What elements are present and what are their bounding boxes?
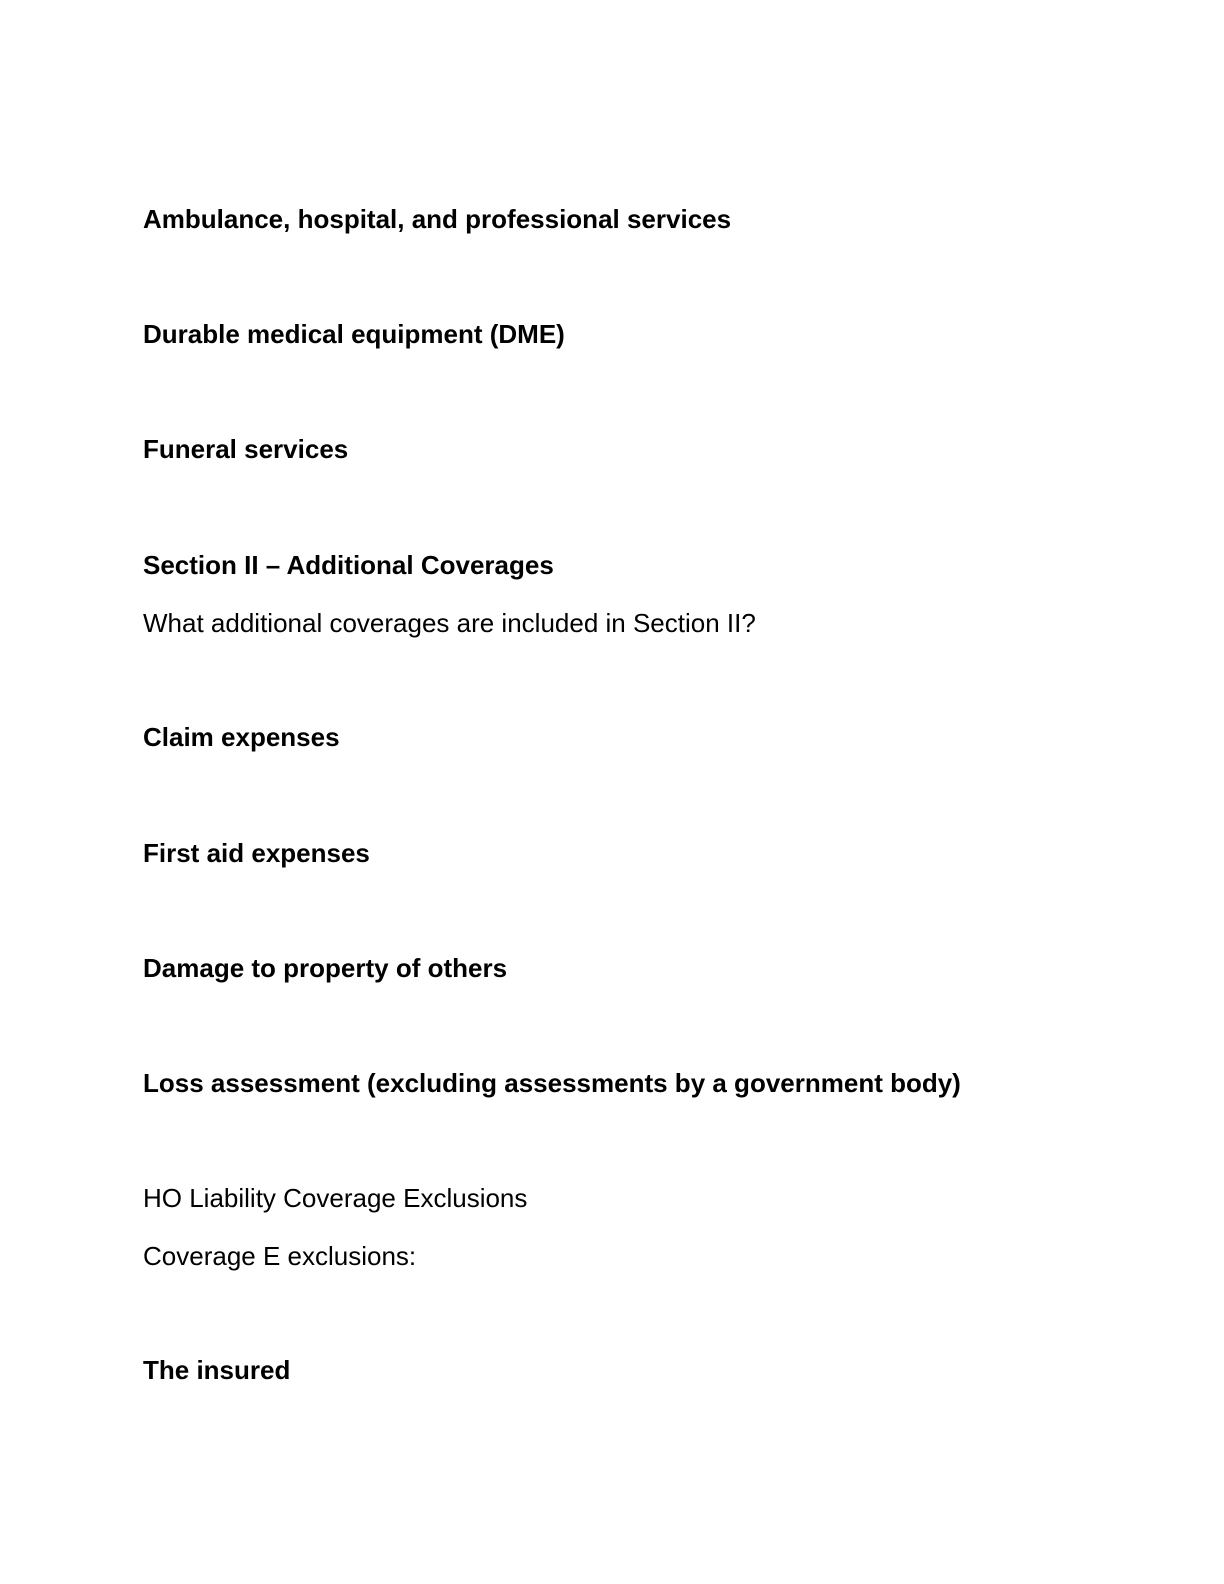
text-line: Durable medical equipment (DME) [143,319,565,349]
text-line: The insured [143,1355,291,1385]
text-line: Funeral services [143,434,349,464]
text-line: What additional coverages are included in Section II? [143,608,756,638]
text-line: Ambulance, hospital, and professional services [143,204,732,234]
section-heading: Section II – Additional Coverages [143,550,554,580]
text-line: Loss assessment (excluding assessments by a government body) [143,1068,961,1098]
section-heading: HO Liability Coverage Exclusions [143,1183,528,1213]
text-line: Claim expenses [143,722,340,752]
text-line: First aid expenses [143,838,370,868]
text-line: Coverage E exclusions: [143,1241,417,1271]
text-line: Damage to property of others [143,953,508,983]
